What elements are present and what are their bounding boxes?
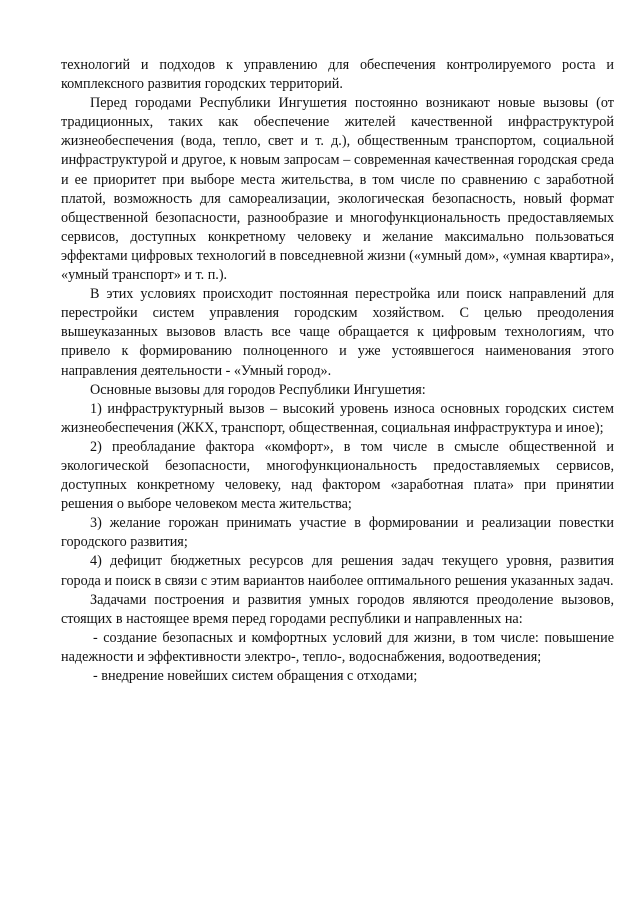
paragraph-restructuring: В этих условиях происходит постоянная перестройка или поиск направлений для перестройки систем управления городским хозяйством. С целью преодоления вышеуказанных вызовов власть все чаще обращается к цифровым технологиям, что привело к формированию полноценного и уже устоявшегося наименования этого направления деятельности - «Умный город». [61,286,614,379]
paragraph-main-challenges-heading: Основные вызовы для городов Республики Ингушетия: [90,381,426,398]
list-item-challenge-4: 4) дефицит бюджетных ресурсов для решения задач текущего уровня, развития города и поиск в связи с этим вариантов наиболее оптимального решения указанных задач. [61,553,614,589]
list-item-task-safe-conditions: - создание безопасных и комфортных условий для жизни, в том числе: повышение надежности и эффективности электро-, тепло-, водоснабжения, водоотведения; [61,629,614,665]
list-item-challenge-2: 2) преобладание фактора «комфорт», в том числе в смысле общественной и экологической безопасности, многофункциональность предоставляемых сервисов, доступных конкретному человеку, над фактором «заработная плата» при принятии решения о выборе человеком места жительства; [61,438,614,513]
paragraph-tasks-intro: Задачами построения и развития умных городов являются преодоление вызовов, стоящих в настоящее время перед городами республики и направленных на: [61,591,614,627]
list-item-challenge-3: 3) желание горожан принимать участие в формировании и реализации повестки городского развития; [61,515,614,551]
document-page [61,56,614,686]
list-item-task-waste-systems: - внедрение новейших систем обращения с отходами; [93,668,418,684]
list-item-challenge-1: 1) инфраструктурный вызов – высокий уровень износа основных городских систем жизнеобеспечения (ЖКХ, транспорт, общественная, социальная инфраструктура и иное); [61,400,614,436]
paragraph-challenges-intro: Перед городами Республики Ингушетия постоянно возникают новые вызовы (от традиционных, таких как обеспечение жителей качественной инфраструктурой жизнеобеспечения (вода, тепло, свет и т. д.), общественным транспортом, социальной инфраструктурой и другое, к новым запросам – современная качественная городская среда и ее приоритет при выборе места жительства, в том числе по сравнению с заработной платой, возможность для самореализации, экологическая безопасность, новый формат общественной безопасности, разнообразие и многофункциональность предоставляемых сервисов, доступных конкретному человеку и желание максимально пользоваться эффектами цифровых технологий в повседневной жизни («умный дом», «умная квартира», «умный транспорт» и т. п.). [61,95,614,284]
paragraph-continuation: технологий и подходов к управлению для обеспечения контролируемого роста и комплексного развития городских территорий. [61,57,614,93]
